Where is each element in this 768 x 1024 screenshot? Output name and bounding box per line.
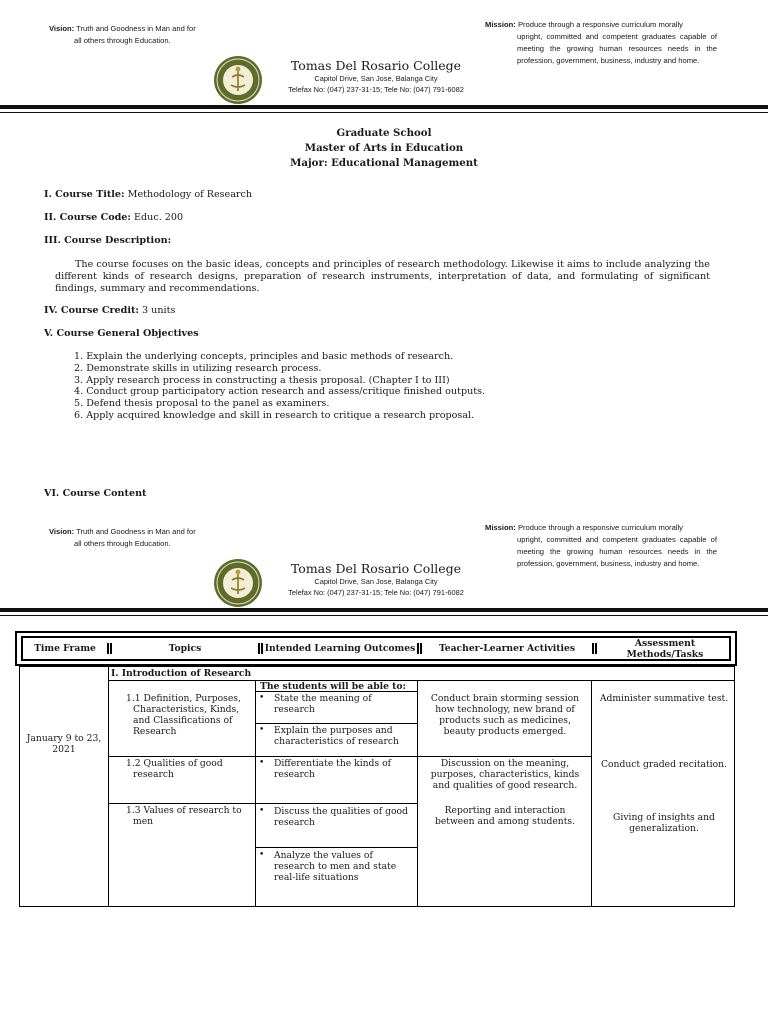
mission-statement: Mission: Produce through a responsive curriculum morally upright, committed and competent graduates capable of meeting the growing human resources needs in the profession, government, business, industry and home.	[485, 20, 717, 65]
course-description: The course focuses on the basic ideas, concepts and principles of research methodology. Likewise it aims to include analyzing the different kinds of research designs, preparation of research instruments, interpretation of data, and formulating of significant findings, summary and recommendations.	[55, 259, 710, 294]
objectives-list	[74, 351, 714, 422]
school-heading: Graduate School	[336, 127, 432, 139]
header-rule-thick-page2	[0, 608, 768, 612]
bullet-icon: •	[259, 725, 265, 735]
header-topics: Topics	[168, 643, 202, 654]
course-objectives-label: V. Course General Objectives	[44, 328, 199, 339]
topic-item: 1.3 Values of research to men	[126, 805, 242, 827]
program-headings	[180, 126, 588, 171]
college-contact: Telefax No: (047) 237-31-15; Tele No: (047) 791-6082	[288, 85, 464, 94]
outcome-item: Analyze the values of research to men and state real-life situations	[274, 850, 397, 883]
section-title: I. Introduction of Research	[111, 668, 252, 679]
college-address-page2: Capitol Drive, San Jose, Balanga City	[314, 577, 438, 586]
bullet-icon: •	[259, 758, 265, 768]
outcome-item: Explain the purposes and characteristics of research	[274, 725, 399, 747]
header-rule-thin	[0, 112, 768, 113]
course-code: II. Course Code: Educ. 200	[44, 212, 184, 223]
college-name-page2: Tomas Del Rosario College	[290, 561, 462, 576]
header-activities: Teacher-Learner Activities	[438, 643, 576, 654]
outcome-item: Differentiate the kinds of research	[274, 758, 392, 780]
bullet-icon: •	[259, 693, 265, 703]
mission-statement-page2: Mission: Produce through a responsive curriculum morally upright, committed and competent graduates capable of meeting the growing human resources needs in the profession, government, business, industry and home.	[485, 523, 717, 568]
college-seal-logo	[213, 55, 263, 105]
activity-item: Discussion on the meaning, purposes, characteristics, kinds and qualities of good research.	[430, 758, 580, 791]
objective-item: 5. Defend thesis proposal to the panel as examiners.	[74, 398, 330, 410]
assessment-item: Giving of insights and generalization.	[613, 812, 715, 834]
topic-item: 1.2 Qualities of good research	[126, 758, 223, 780]
vision-statement: Vision: Truth and Goodness in Man and for all others through Education.	[49, 24, 196, 45]
objective-item: 6. Apply acquired knowledge and skill in research to critique a research proposal.	[74, 409, 475, 421]
degree-heading: Master of Arts in Education	[304, 142, 464, 154]
header-assessment: Assessment Methods/Tasks	[626, 637, 704, 660]
course-description-label: III. Course Description:	[44, 235, 172, 246]
activity-item: Conduct brain storming session how technology, new brand of products such as medicines, beauty products emerged.	[430, 693, 580, 737]
outcomes-intro: The students will be able to:	[260, 681, 406, 692]
objective-item: 4. Conduct group participatory action research and assess/critique finished outputs.	[74, 386, 486, 398]
header-learning-outcomes: Intended Learning Outcomes	[264, 643, 416, 654]
header-rule-thick	[0, 105, 768, 109]
bullet-icon: •	[259, 850, 265, 860]
table-header	[15, 631, 737, 666]
topic-item: 1.1 Definition, Purposes, Characteristics, Kinds, and Classifications of Research	[126, 693, 241, 737]
outcome-item: State the meaning of research	[274, 693, 372, 715]
time-frame: January 9 to 23, 2021	[26, 733, 102, 755]
assessment-item: Conduct graded recitation.	[601, 759, 727, 770]
college-contact-page2: Telefax No: (047) 237-31-15; Tele No: (047) 791-6082	[288, 588, 464, 597]
college-address: Capitol Drive, San Jose, Balanga City	[314, 74, 438, 83]
header-time-frame: Time Frame	[34, 643, 96, 654]
objective-item: 1. Explain the underlying concepts, principles and basic methods of research.	[74, 351, 454, 362]
college-seal-logo	[213, 558, 263, 608]
course-credit: IV. Course Credit: 3 units	[44, 305, 176, 316]
college-name: Tomas Del Rosario College	[290, 58, 462, 73]
bullet-icon: •	[259, 806, 265, 816]
major-heading: Major: Educational Management	[290, 157, 478, 169]
objective-item: 3. Apply research process in constructing a thesis proposal. (Chapter I to III)	[74, 374, 450, 386]
objective-item: 2. Demonstrate skills in utilizing research process.	[74, 362, 322, 374]
header-rule-thin-page2	[0, 615, 768, 616]
vision-statement-page2: Vision: Truth and Goodness in Man and for all others through Education.	[49, 527, 196, 548]
table-body	[19, 666, 735, 907]
outcome-item: Discuss the qualities of good research	[274, 806, 408, 828]
course-content-label: VI. Course Content	[44, 488, 147, 499]
activity-item: Reporting and interaction between and among students.	[434, 805, 576, 827]
assessment-item: Administer summative test.	[599, 693, 729, 704]
course-title: I. Course Title: Methodology of Research	[44, 189, 253, 200]
